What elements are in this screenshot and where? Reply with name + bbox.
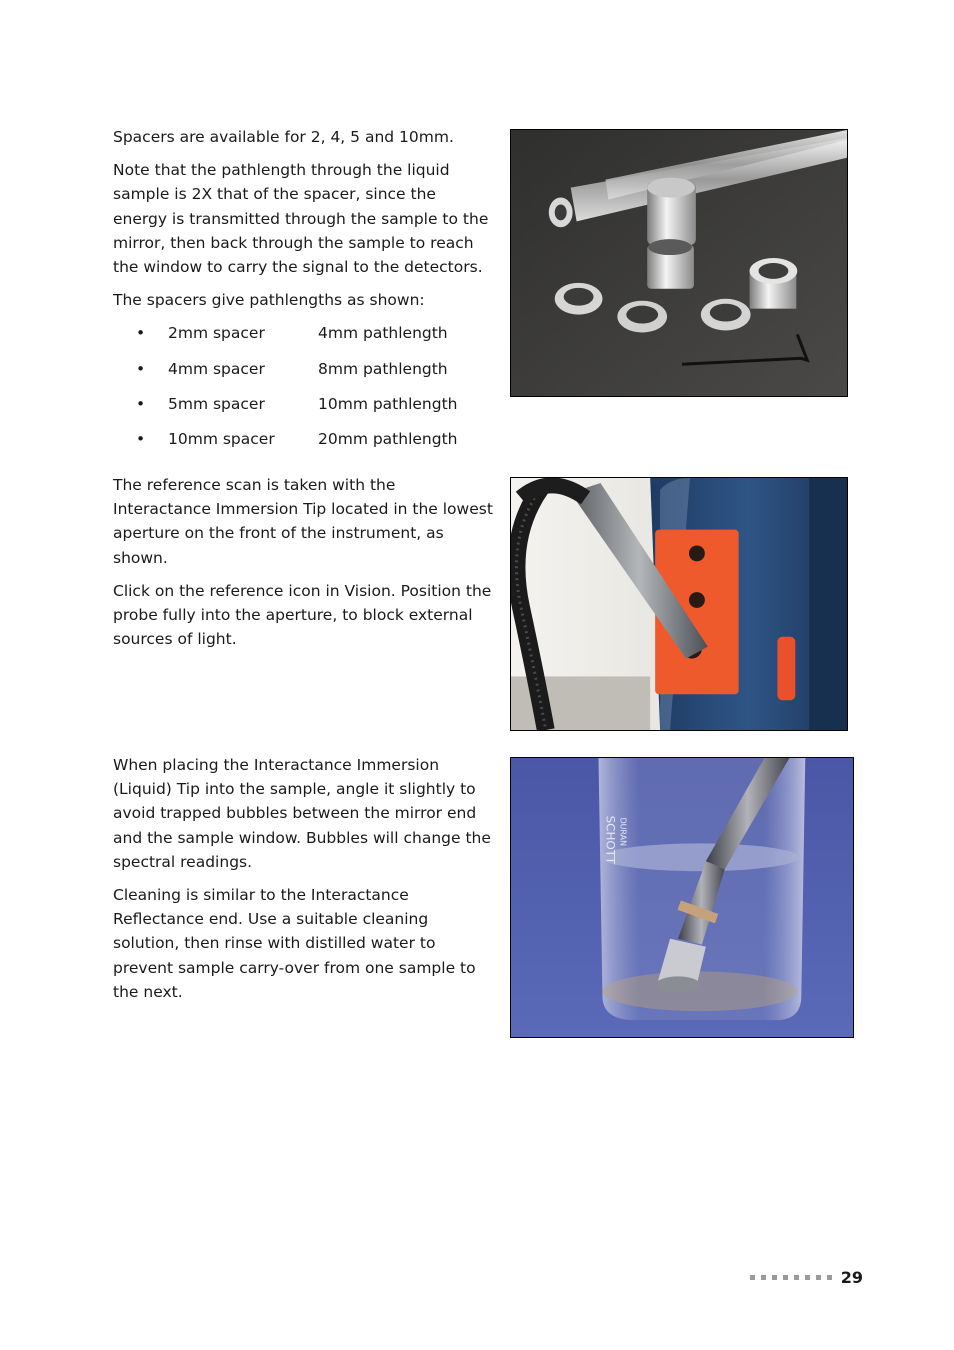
footer-dots-decoration	[750, 1275, 832, 1280]
beaker-mark-label: DURAN	[618, 817, 628, 847]
pathlength: 4mm pathlength	[318, 324, 448, 343]
spacer-size: 4mm spacer	[168, 359, 265, 378]
photo-beaker-immersion	[510, 757, 854, 1038]
bullet-glyph: •	[136, 324, 146, 343]
paragraph: Spacers are available for 2, 4, 5 and 10mm.	[113, 128, 454, 146]
list-item	[113, 427, 493, 462]
beaker-brand-label: SCHOTT	[603, 815, 618, 865]
spacer-size: 5mm spacer	[168, 395, 265, 414]
section-reference-scan	[113, 473, 493, 660]
paragraph: Note that the pathlength through the liquid sample is 2X that of the spacer, since the energy is transmitted through the sample to the mirror, then back through the sample to reach the window to carry the signal to the detectors.	[113, 161, 489, 277]
section-placing-and-cleaning	[113, 753, 493, 1013]
page-footer	[750, 1268, 863, 1287]
pathlength: 8mm pathlength	[318, 359, 448, 378]
bullet-glyph: •	[136, 395, 146, 414]
pathlength: 20mm pathlength	[318, 430, 458, 449]
list-item	[113, 357, 493, 392]
bullet-glyph: •	[136, 430, 146, 449]
list-item	[113, 321, 493, 356]
pathlength: 10mm pathlength	[318, 395, 458, 414]
spacer-pathlength-list	[113, 321, 493, 462]
photo-instrument-aperture	[510, 477, 848, 731]
paragraph: Click on the reference icon in Vision. Position the probe fully into the aperture, to block external sources of light.	[113, 581, 492, 649]
paragraph: The reference scan is taken with the Interactance Immersion Tip located in the lowest aperture on the front of the instrument, as shown.	[113, 476, 493, 567]
spacer-size: 2mm spacer	[168, 324, 265, 343]
paragraph: The spacers give pathlengths as shown:	[113, 291, 425, 310]
paragraph: When placing the Interactance Immersion (Liquid) Tip into the sample, angle it slightly to avoid trapped bubbles between the mirror end and the sample window. Bubbles will change the spectral readings.	[113, 756, 491, 871]
spacer-size: 10mm spacer	[168, 430, 275, 449]
paragraph: Cleaning is similar to the Interactance Reflectance end. Use a suitable cleaning solution, then rinse with distilled water to prevent sample carry-over from one sample to the next.	[113, 886, 476, 1001]
list-item	[113, 392, 493, 427]
section-spacers	[113, 125, 493, 463]
page-number: 29	[840, 1268, 863, 1287]
bullet-glyph: •	[136, 359, 146, 378]
photo-spacers	[510, 129, 848, 397]
